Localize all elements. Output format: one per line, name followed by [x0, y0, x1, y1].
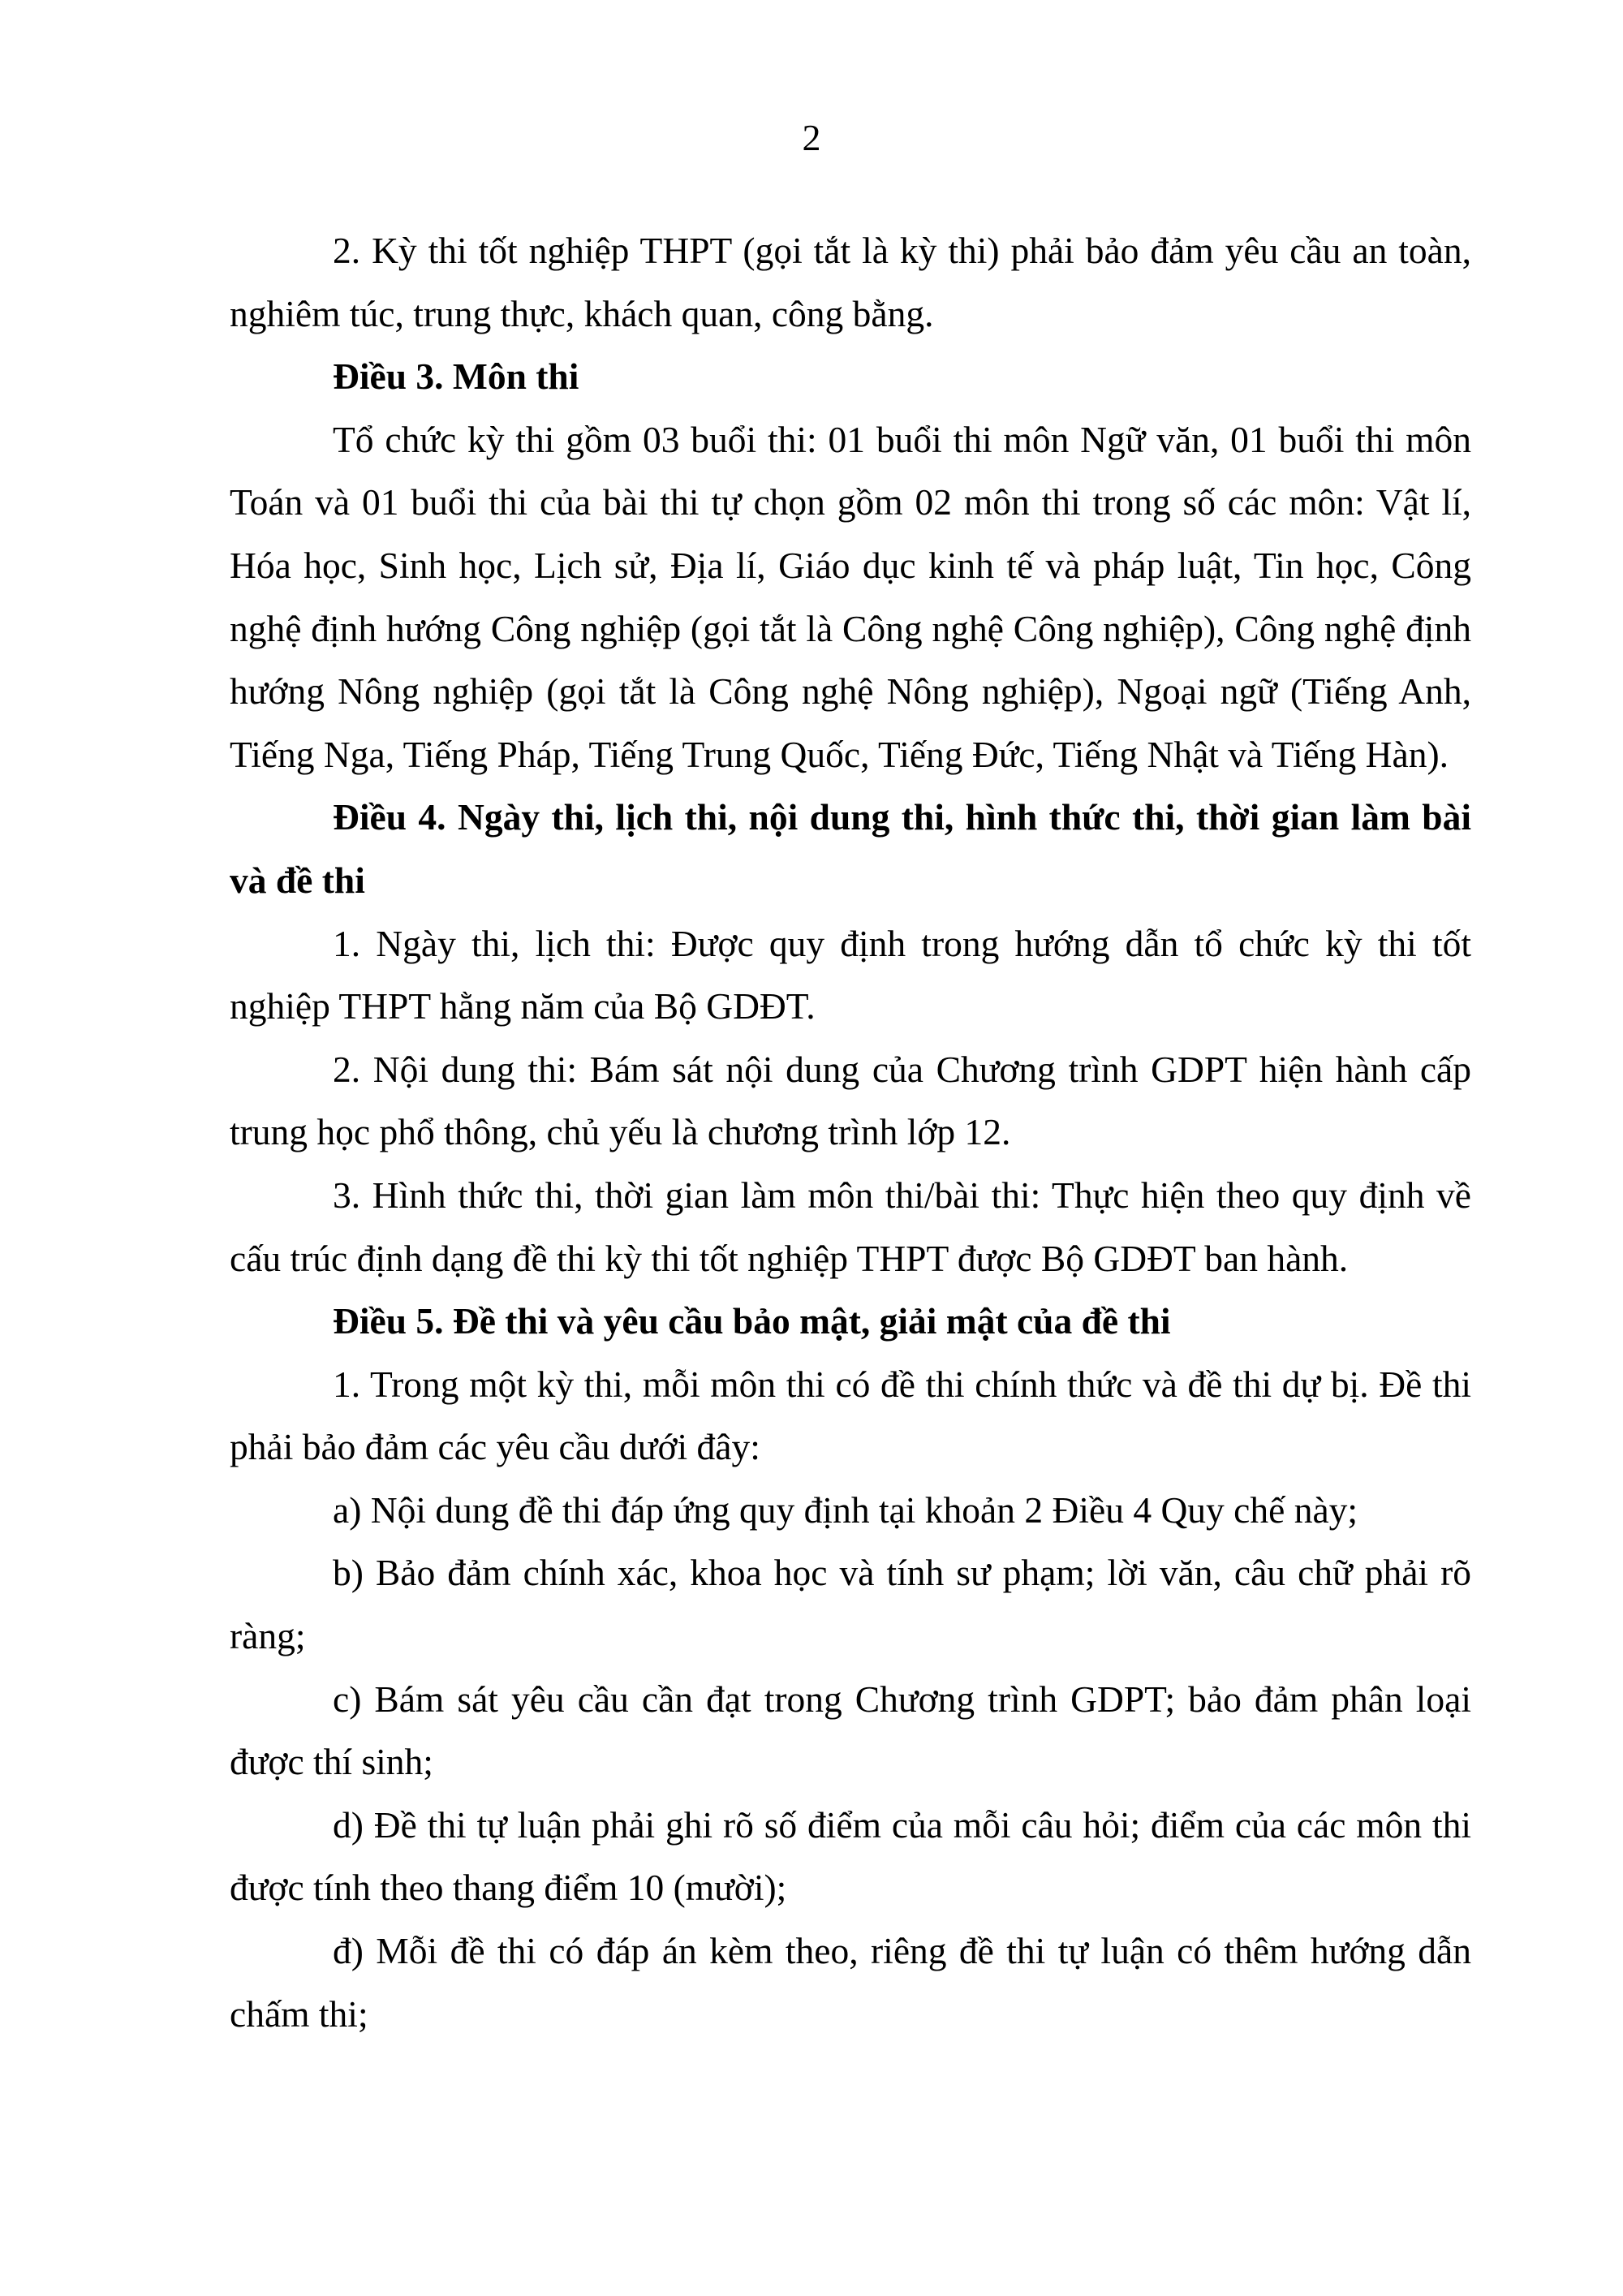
- list-item-c: c) Bám sát yêu cầu cần đạt trong Chương trình GDPT; bảo đảm phân loại được thí sinh;: [230, 1678, 1471, 1783]
- paragraph-exam-dates: 1. Ngày thi, lịch thi: Được quy định trong hướng dẫn tổ chức kỳ thi tốt nghiệp THPT hằng năm của Bộ GDĐT.: [230, 922, 1471, 1027]
- list-item-a: a) Nội dung đề thi đáp ứng quy định tại khoản 2 Điều 4 Quy chế này;: [333, 1488, 1358, 1531]
- heading-article-4: Điều 4. Ngày thi, lịch thi, nội dung thi, hình thức thi, thời gian làm bài và đề thi: [230, 796, 1471, 901]
- paragraph-clause-2-exam-requirements: 2. Kỳ thi tốt nghiệp THPT (gọi tắt là kỳ thi) phải bảo đảm yêu cầu an toàn, nghiêm túc, trung thực, khách quan, công bằng.: [230, 230, 1471, 334]
- paragraph-exam-format: 3. Hình thức thi, thời gian làm môn thi/bài thi: Thực hiện theo quy định về cấu trúc định dạng đề thi kỳ thi tốt nghiệp THPT được Bộ GDĐT ban hành.: [230, 1174, 1471, 1279]
- paragraph-exam-content: 2. Nội dung thi: Bám sát nội dung của Chương trình GDPT hiện hành cấp trung học phổ thông, chủ yếu là chương trình lớp 12.: [230, 1048, 1471, 1153]
- page-number: 2: [802, 117, 821, 158]
- document-body: [230, 219, 1471, 2045]
- paragraph-exam-subjects: Tổ chức kỳ thi gồm 03 buổi thi: 01 buổi thi môn Ngữ văn, 01 buổi thi môn Toán và 01 buổi thi của bài thi tự chọn gồm 02 môn thi trong số các môn: Vật lí, Hóa học, Sinh học, Lịch sử, Địa lí, Giáo dục kinh tế và pháp luật, Tin học, Công nghệ định hướng Công nghiệp (gọi tắt là Công nghệ Công nghiệp), Công nghệ định hướng Nông nghiệp (gọi tắt là Công nghệ Nông nghiệp), Ngoại ngữ (Tiếng Anh, Tiếng Nga, Tiếng Pháp, Tiếng Trung Quốc, Tiếng Đức, Tiếng Nhật và Tiếng Hàn).: [230, 418, 1471, 775]
- heading-article-3: Điều 3. Môn thi: [333, 355, 579, 398]
- heading-article-5: Điều 5. Đề thi và yêu cầu bảo mật, giải mật của đề thi: [333, 1300, 1171, 1342]
- paragraph-exam-papers: 1. Trong một kỳ thi, mỗi môn thi có đề thi chính thức và đề thi dự bị. Đề thi phải bảo đảm các yêu cầu dưới đây:: [230, 1363, 1471, 1468]
- list-item-b: b) Bảo đảm chính xác, khoa học và tính sư phạm; lời văn, câu chữ phải rõ ràng;: [230, 1552, 1471, 1657]
- list-item-d: d) Đề thi tự luận phải ghi rõ số điểm của mỗi câu hỏi; điểm của các môn thi được tính theo thang điểm 10 (mười);: [230, 1803, 1471, 1909]
- list-item-dd: đ) Mỗi đề thi có đáp án kèm theo, riêng đề thi tự luận có thêm hướng dẫn chấm thi;: [230, 1930, 1471, 2035]
